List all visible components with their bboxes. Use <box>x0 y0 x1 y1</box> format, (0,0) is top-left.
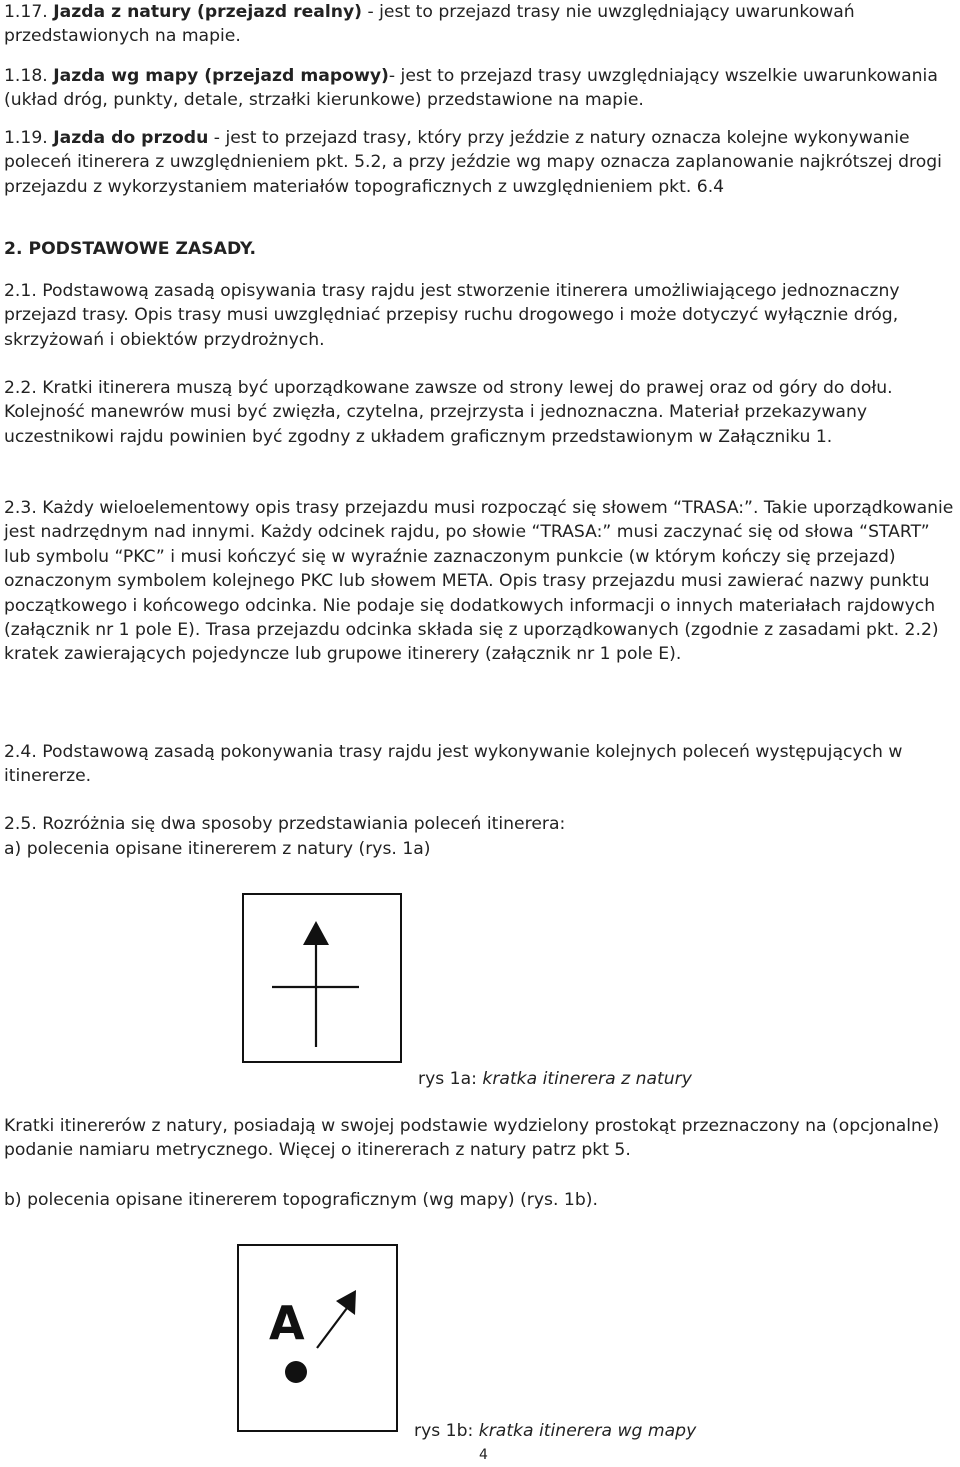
paragraph-2-5-a: a) polecenia opisane itinererem z natury (rys. 1a) <box>4 839 431 859</box>
paragraph-2-4: 2.4. Podstawową zasadą pokonywania trasy rajdu jest wykonywanie kolejnych poleceń występujących w itinererze. <box>4 742 903 787</box>
paragraph-2-5-b: b) polecenia opisane itinererem topograficznym (wg mapy) (rys. 1b). <box>4 1190 598 1210</box>
paragraph-2-1: 2.1. Podstawową zasadą opisywania trasy rajdu jest stworzenie itinerera umożliwiającego jednoznaczny przejazd trasy. Opis trasy musi uwzględniać przepisy ruchu drogowego i może dotyczyć wyłącznie dróg, skrzyżowań i obiektów przydrożnych. <box>4 281 900 350</box>
section-heading-2: 2. PODSTAWOWE ZASADY. <box>4 239 257 259</box>
page-number: 4 <box>479 1447 488 1463</box>
itinerary-box-map <box>237 1244 398 1432</box>
arrow-up-icon <box>303 921 329 945</box>
paragraph-2-3: 2.3. Każdy wieloelementowy opis trasy przejazdu musi rozpocząć się słowem “TRASA:”. Takie uporządkowanie jest nadrzędnym nad innymi. Każdy odcinek rajdu, po słowie “TRASA:” musi zaczynać się od słowa “START” lub symbolu “PKC” i musi kończyć się w wyraźnie zaznaczonym punkcie (w którym kończy się przejazd) oznaczonym symbolem kolejnego PKC lub słowem META. Opis trasy przejazdu musi zawierać nazwy punktu początkowego i końcowego odcinka. Nie podaje się dodatkowych informacji o innych materiałach rajdowych (załącznik nr 1 pole E). Trasa przejazdu odcinka składa się z uporządkowanych (zgodnie z zasadami pkt. 2.2) kratek zawierających pojedyncze lub grupowe itinerery (załącznik nr 1 pole E). <box>4 498 954 665</box>
map-diagram <box>239 1246 400 1434</box>
tulip-diagram <box>244 895 404 1065</box>
paragraph-kratki: Kratki itinererów z natury, posiadają w swojej podstawie wydzielony prostokąt przeznaczony na (opcjonalne) podanie namiaru metrycznego. Więcej o itinererach z natury patrz pkt 5. <box>4 1116 940 1161</box>
paragraph-2-5: 2.5. Rozróżnia się dwa sposoby przedstawiania poleceń itinerera: <box>4 814 566 834</box>
figure-caption-1a: rys 1a: kratka itinerera z natury <box>418 1069 692 1089</box>
term-title: Jazda z natury (przejazd realny) <box>53 2 363 22</box>
figure-caption-1b: rys 1b: kratka itinerera wg mapy <box>414 1421 697 1441</box>
start-dot-icon <box>285 1361 307 1383</box>
point-label: A <box>269 1296 305 1350</box>
paragraph-2-2: 2.2. Kratki itinerera muszą być uporządkowane zawsze od strony lewej do prawej oraz od góry do dołu. Kolejność manewrów musi być zwięzła, czytelna, przejrzysta i jednoznaczna. Materiał przekazywany uczestnikowi rajdu powinien być zgodny z układem graficznym przedstawionym w Załączniku 1. <box>4 378 893 447</box>
section-1-19: 1.19. Jazda do przodu - jest to przejazd trasy, który przy jeździe z natury oznacza kolejne wykonywanie poleceń itinerera z uwzględnieniem pkt. 5.2, a przy jeździe wg mapy oznacza zaplanowanie najkrótszej drogi przejazdu z wykorzystaniem materiałów topograficznych z uwzględnieniem pkt. 6.4 <box>4 128 942 197</box>
route-line <box>317 1308 347 1348</box>
term-title: Jazda do przodu <box>53 128 209 148</box>
section-1-18: 1.18. Jazda wg mapy (przejazd mapowy)- jest to przejazd trasy uwzględniający wszelkie uwarunkowania (układ dróg, punkty, detale, strzałki kierunkowe) przedstawione na mapie. <box>4 66 938 111</box>
section-1-17: 1.17. Jazda z natury (przejazd realny) - jest to przejazd trasy nie uwzględniający uwarunkowań przedstawionych na mapie. <box>4 2 855 47</box>
arrow-diagonal-icon <box>336 1290 356 1315</box>
term-title: Jazda wg mapy (przejazd mapowy) <box>53 66 389 86</box>
itinerary-box-natural <box>242 893 402 1063</box>
